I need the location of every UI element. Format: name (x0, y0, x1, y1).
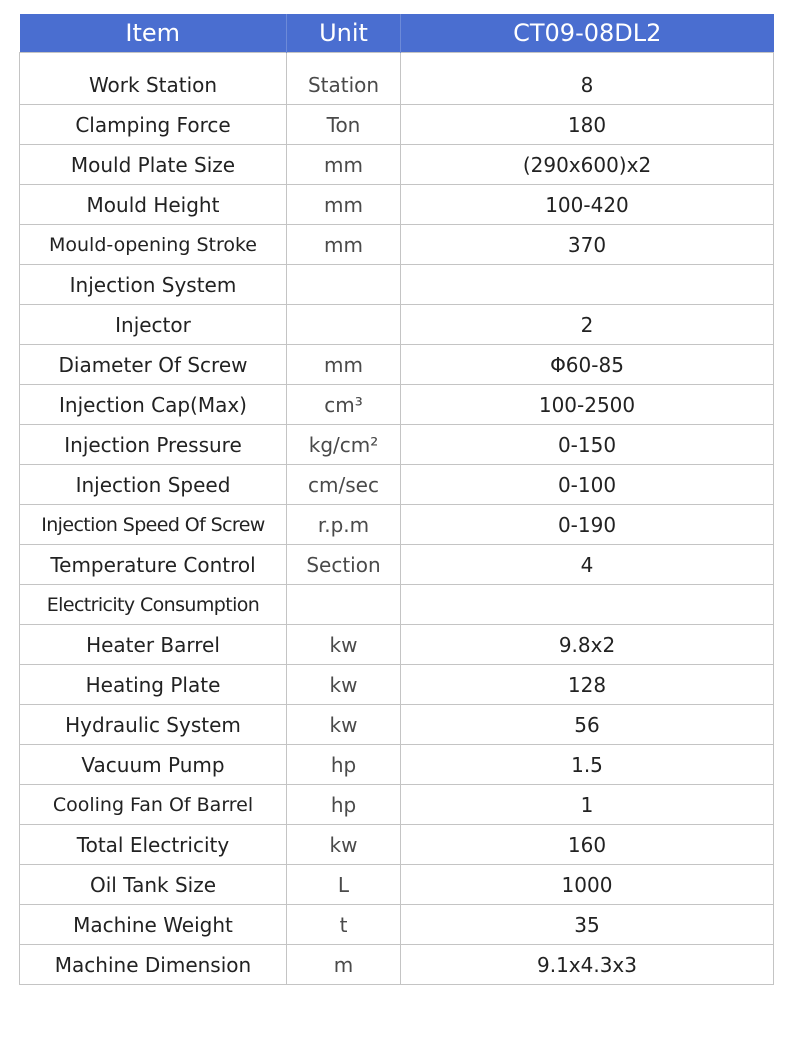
row-unit: kg/cm² (287, 425, 401, 465)
row-value: 370 (401, 225, 774, 265)
row-item: Oil Tank Size (20, 865, 287, 905)
table-row (20, 53, 774, 105)
spec-table (19, 14, 774, 985)
row-value: 100-420 (401, 185, 774, 225)
row-value: 1.5 (401, 745, 774, 785)
row-value: 35 (401, 905, 774, 945)
table-row (20, 305, 774, 345)
row-item: Diameter Of Screw (20, 345, 287, 385)
table-row (20, 145, 774, 185)
table-row (20, 465, 774, 505)
table-row (20, 785, 774, 825)
row-item: Hydraulic System (20, 705, 287, 745)
row-item: Machine Dimension (20, 945, 287, 985)
table-row (20, 225, 774, 265)
row-unit: hp (287, 785, 401, 825)
row-unit: mm (287, 225, 401, 265)
row-value: 180 (401, 105, 774, 145)
table-row (20, 345, 774, 385)
row-unit: hp (287, 745, 401, 785)
row-value: (290x600)x2 (401, 145, 774, 185)
row-unit: kw (287, 705, 401, 745)
row-value: 1 (401, 785, 774, 825)
row-unit (287, 305, 401, 345)
row-unit: kw (287, 825, 401, 865)
row-item: Injection Cap(Max) (20, 385, 287, 425)
row-item: Injection Speed Of Screw (20, 505, 287, 545)
row-unit: m (287, 945, 401, 985)
row-value: 9.8x2 (401, 625, 774, 665)
row-value: 1000 (401, 865, 774, 905)
row-unit: cm³ (287, 385, 401, 425)
row-value: 128 (401, 665, 774, 705)
row-value (401, 265, 774, 305)
header-unit: Unit (287, 14, 401, 53)
table-row (20, 545, 774, 585)
table-row (20, 705, 774, 745)
row-unit (287, 585, 401, 625)
row-value: 0-100 (401, 465, 774, 505)
row-item: Injection Pressure (20, 425, 287, 465)
table-row (20, 265, 774, 305)
table-row (20, 825, 774, 865)
row-item: Heater Barrel (20, 625, 287, 665)
row-item: Injector (20, 305, 287, 345)
row-item: Vacuum Pump (20, 745, 287, 785)
row-unit: Section (287, 545, 401, 585)
row-value: 56 (401, 705, 774, 745)
table-row (20, 665, 774, 705)
row-value: 8 (401, 53, 774, 105)
row-item: Clamping Force (20, 105, 287, 145)
row-item: Mould Plate Size (20, 145, 287, 185)
row-unit: Station (287, 53, 401, 105)
table-row (20, 745, 774, 785)
row-unit: Ton (287, 105, 401, 145)
row-item: Injection Speed (20, 465, 287, 505)
table-row (20, 425, 774, 465)
row-item: Temperature Control (20, 545, 287, 585)
row-value: 0-150 (401, 425, 774, 465)
row-item: Work Station (20, 53, 287, 105)
row-item: Total Electricity (20, 825, 287, 865)
row-value: Φ60-85 (401, 345, 774, 385)
table-header (20, 14, 774, 53)
table-row (20, 385, 774, 425)
row-unit: r.p.m (287, 505, 401, 545)
row-item: Mould-opening Stroke (20, 225, 287, 265)
row-value: 160 (401, 825, 774, 865)
table-row (20, 185, 774, 225)
row-value (401, 585, 774, 625)
row-unit: mm (287, 345, 401, 385)
row-unit: L (287, 865, 401, 905)
row-value: 100-2500 (401, 385, 774, 425)
table-row (20, 905, 774, 945)
table-body (20, 53, 774, 985)
table-row (20, 945, 774, 985)
header-model: CT09-08DL2 (401, 14, 774, 53)
row-unit: cm/sec (287, 465, 401, 505)
row-item: Cooling Fan Of Barrel (20, 785, 287, 825)
row-item: Heating Plate (20, 665, 287, 705)
row-value: 2 (401, 305, 774, 345)
row-value: 0-190 (401, 505, 774, 545)
table-row (20, 625, 774, 665)
row-item: Machine Weight (20, 905, 287, 945)
table-row (20, 505, 774, 545)
row-value: 9.1x4.3x3 (401, 945, 774, 985)
header-row (20, 14, 774, 53)
row-value: 4 (401, 545, 774, 585)
row-unit: kw (287, 625, 401, 665)
table-row (20, 585, 774, 625)
row-item: Electricity Consumption (20, 585, 287, 625)
table-row (20, 865, 774, 905)
header-item: Item (20, 14, 287, 53)
row-unit: mm (287, 185, 401, 225)
row-unit (287, 265, 401, 305)
row-unit: t (287, 905, 401, 945)
row-item: Mould Height (20, 185, 287, 225)
row-item: Injection System (20, 265, 287, 305)
row-unit: kw (287, 665, 401, 705)
row-unit: mm (287, 145, 401, 185)
table-row (20, 105, 774, 145)
